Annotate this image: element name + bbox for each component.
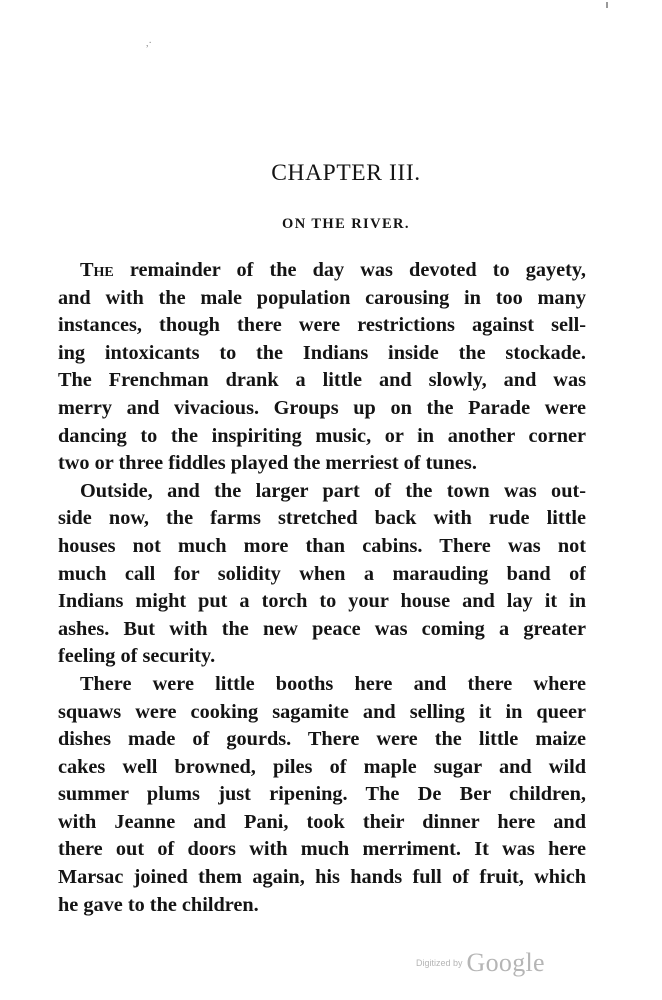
text-line: houses not much more than cabins. There was not [58,534,586,557]
paragraph [58,671,586,919]
text-line: Marsac joined them again, his hands full of fruit, which [58,866,586,889]
chapter-title: CHAPTER III. [271,160,421,186]
text-line: ashes. But with the new peace was coming a greater [58,617,586,640]
text-line: feeling of security. [58,645,216,668]
text-line: there out of doors with much merriment. It was here [58,838,586,861]
watermark-prefix: Digitized by [416,958,463,968]
text-line: ing intoxicants to the Indians inside the stockade. [58,341,586,364]
text-line: side now, the farms stretched back with rude little [58,507,586,530]
text-line: The remainder of the day was devoted to gayety, [80,259,586,281]
text-line: dishes made of gourds. There were the little maize [58,728,586,751]
paragraph [58,257,586,478]
scan-mark [606,2,608,8]
digitized-watermark [416,948,545,978]
text-line: summer plums just ripening. The De Ber children, [58,783,586,806]
paragraph [58,478,586,671]
text-line: he gave to the children. [58,893,259,916]
first-word: The [80,259,114,281]
text-line: merry and vivacious. Groups up on the Parade were [58,396,586,419]
text-line: Indians might put a torch to your house and lay it in [58,590,586,613]
text-line: The Frenchman drank a little and slowly, and was [58,369,586,392]
body-text [58,257,586,919]
text-line: two or three fiddles played the merriest of tunes. [58,452,477,475]
text-line: much call for solidity when a marauding band of [58,562,586,585]
text-line: Outside, and the larger part of the town was out- [80,479,586,502]
text-line: There were little booths here and there where [80,672,586,695]
scan-speck: ,· [146,38,152,49]
text-line: with Jeanne and Pani, took their dinner here and [58,810,586,833]
text-line: dancing to the inspiriting music, or in another corner [58,424,586,447]
chapter-subtitle: ON THE RIVER. [282,216,410,232]
google-logo: Google [466,948,545,977]
text-line: squaws were cooking sagamite and selling it in queer [58,700,586,723]
text-line: instances, though there were restrictions against sell- [58,314,586,337]
text-line: and with the male population carousing in too many [58,286,586,309]
text-line: cakes well browned, piles of maple sugar and wild [58,755,586,778]
